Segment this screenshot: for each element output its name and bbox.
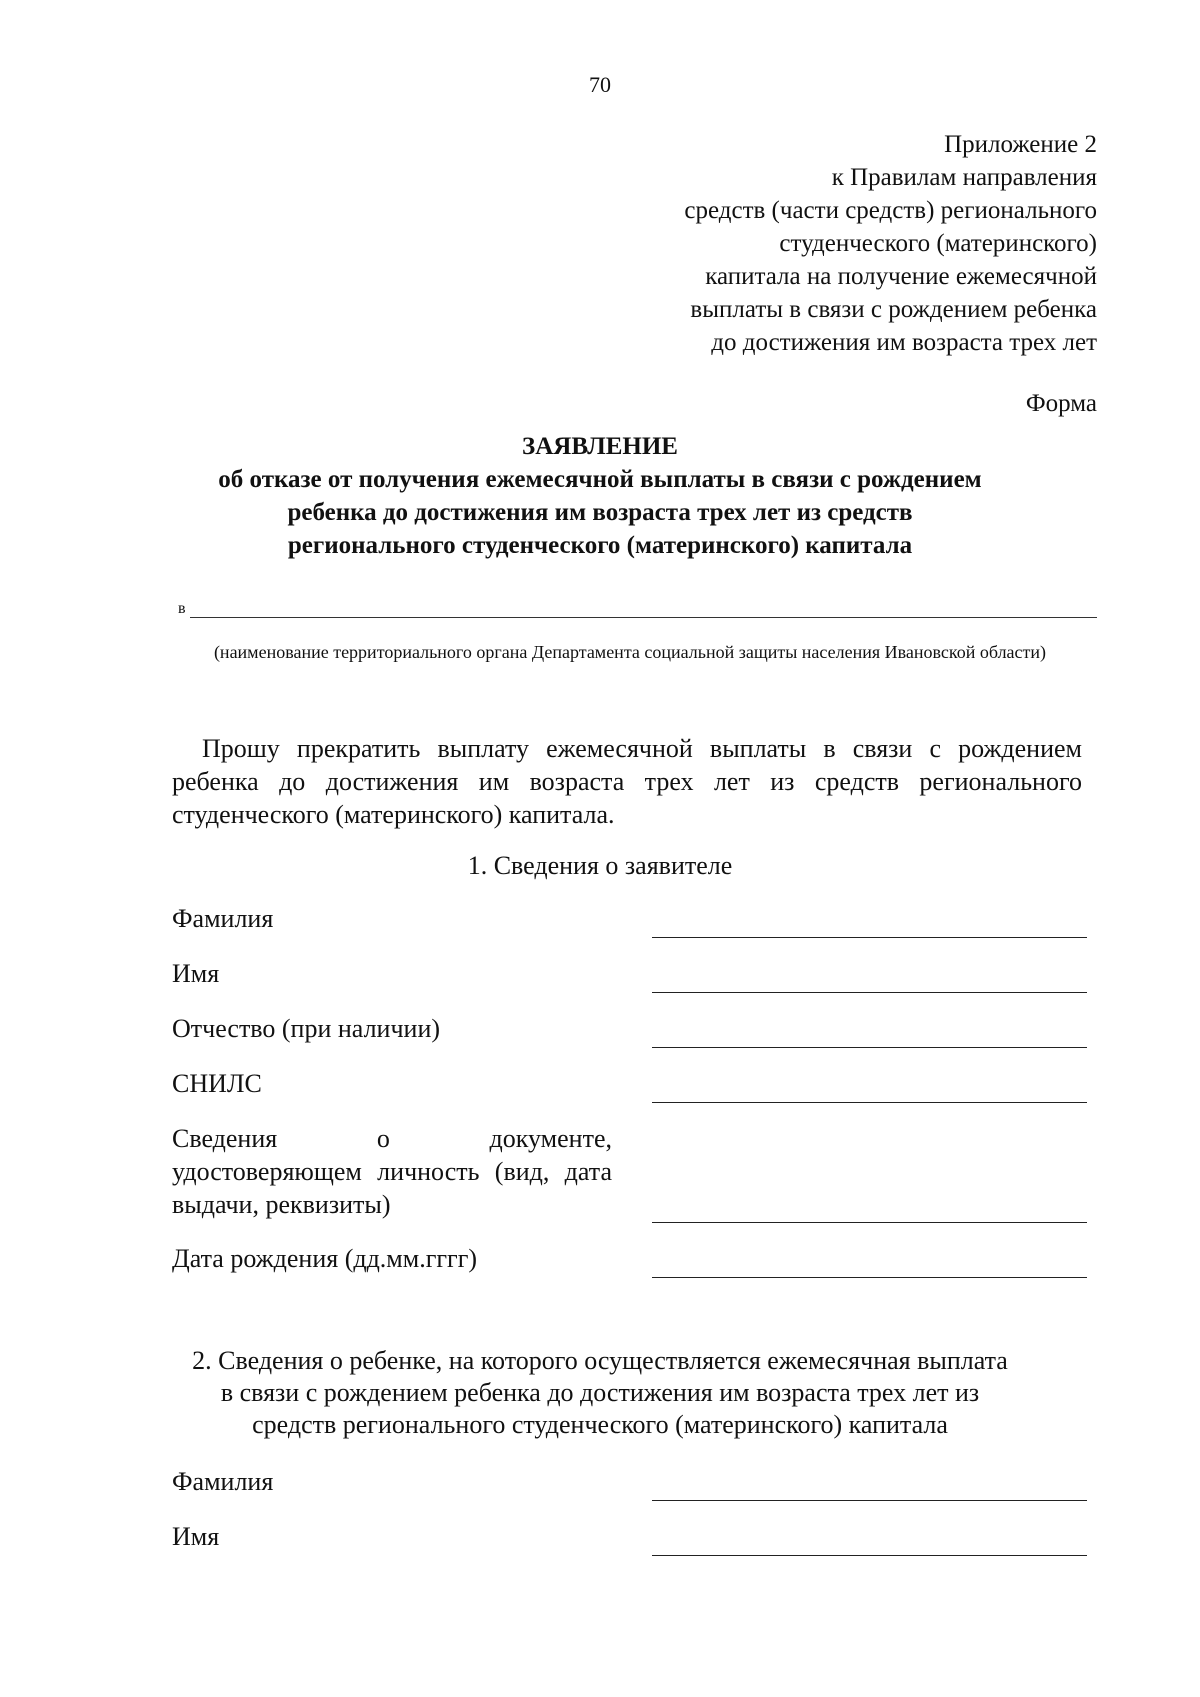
form-label: Форма [1025,390,1097,417]
applicant-snils-label: СНИЛС [172,1069,262,1098]
title-line: ребенка до достижения им возраста трех лет из средств [287,499,913,526]
section1-heading [0,850,1200,882]
applicant-id-document-field[interactable] [652,1222,1087,1223]
section2-heading [0,1345,1200,1441]
section2-heading-line: 2. Сведения о ребенке, на которого осуществляется ежемесячная выплата [192,1346,1008,1375]
annex-line: до достижения им возраста трех лет [711,329,1097,356]
title-line: ЗАЯВЛЕНИЕ [522,433,678,460]
applicant-name-label: Имя [172,959,220,988]
page-number: 70 [589,72,611,97]
applicant-name-field[interactable] [652,992,1087,993]
recipient-hint: (наименование территориального органа Департамента социальной защиты населения Ивановской области) [213,642,1047,662]
title-line: об отказе от получения ежемесячной выплаты в связи с рождением [218,466,982,493]
document-title [0,430,1200,562]
applicant-id-document-label: Сведения о документе, удостоверяющем личность (вид, дата выдачи, реквизиты) [172,1124,612,1219]
section1-heading-text: 1. Сведения о заявителе [467,851,733,880]
recipient-prefix: в [178,600,186,617]
annex-line: средств (части средств) регионального [684,197,1097,224]
request-paragraph: Прошу прекратить выплату ежемесячной выплаты в связи с рождением ребенка до достижения им возраста трех лет из средств регионального студенческого (материнского) капитала. [172,734,1082,829]
title-line: регионального студенческого (материнского) капитала [287,532,913,559]
annex-line: Приложение 2 [944,131,1097,158]
child-surname-field[interactable] [652,1500,1087,1501]
child-name-label: Имя [172,1522,220,1551]
annex-line: выплаты в связи с рождением ребенка [690,296,1097,323]
recipient-field[interactable] [190,601,1097,618]
applicant-birth-date-label: Дата рождения (дд.мм.гггг) [172,1244,478,1273]
child-name-field[interactable] [652,1555,1087,1556]
applicant-patronymic-field[interactable] [652,1047,1087,1048]
annex-line: студенческого (материнского) [779,230,1097,257]
annex-line: капитала на получение ежемесячной [705,263,1097,290]
applicant-patronymic-label: Отчество (при наличии) [172,1014,441,1043]
applicant-surname-field[interactable] [652,937,1087,938]
section2-heading-line: средств регионального студенческого (материнского) капитала [252,1410,948,1439]
recipient-line [178,600,1097,618]
applicant-birth-date-field[interactable] [652,1277,1087,1278]
annex-block [684,128,1097,359]
applicant-surname-label: Фамилия [172,904,274,933]
applicant-snils-field[interactable] [652,1102,1087,1103]
annex-line: к Правилам направления [831,164,1097,191]
child-surname-label: Фамилия [172,1467,274,1496]
section2-heading-line: в связи с рождением ребенка до достижения им возраста трех лет из [220,1378,980,1407]
